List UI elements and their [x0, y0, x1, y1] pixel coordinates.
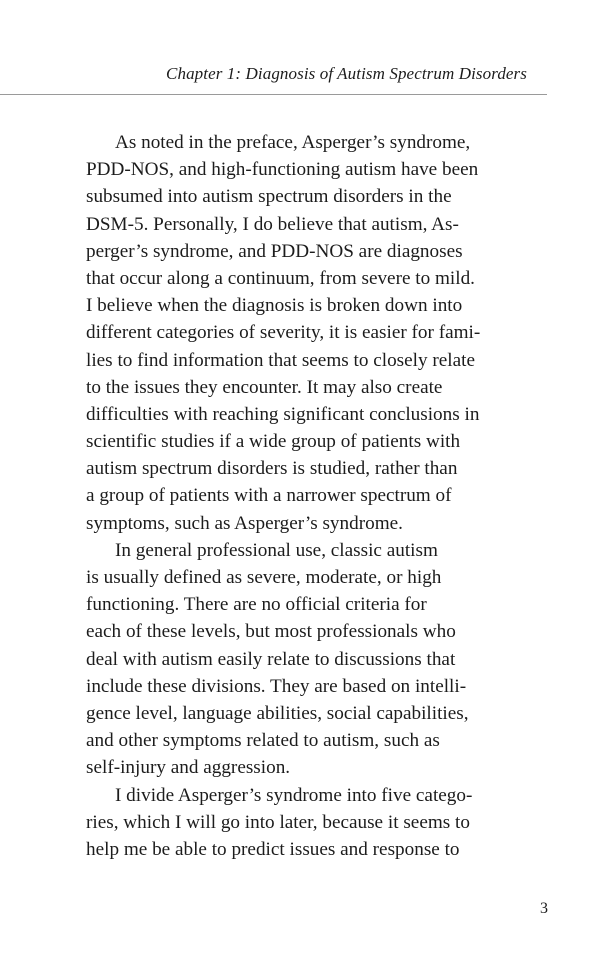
text-line: subsumed into autism spectrum disorders in the	[86, 186, 452, 208]
text-line: PDD-NOS, and high-functioning autism have been	[86, 159, 479, 181]
running-head: Chapter 1: Diagnosis of Autism Spectrum Disorders	[166, 64, 527, 83]
text-line: a group of patients with a narrower spectrum of	[86, 485, 452, 507]
text-line: functioning. There are no official criteria for	[86, 594, 427, 616]
text-line: ries, which I will go into later, because it seems to	[86, 811, 470, 833]
paragraph-3	[86, 782, 548, 864]
text-line: scientific studies if a wide group of patients with	[86, 431, 461, 453]
text-line: that occur along a continuum, from severe to mild.	[86, 267, 475, 289]
page-number: 3	[540, 900, 548, 917]
paragraph-2	[86, 537, 548, 782]
text-line: is usually defined as severe, moderate, or high	[86, 567, 442, 588]
header-rule	[0, 94, 547, 95]
text-line: different categories of severity, it is easier for fami-	[86, 322, 481, 344]
text-line: As noted in the preface, Asperger’s syndrome,	[115, 132, 471, 153]
text-line: and other symptoms related to autism, such as	[86, 730, 440, 752]
text-line: lies to find information that seems to closely relate	[86, 349, 475, 371]
body-text	[86, 129, 548, 863]
text-line: deal with autism easily relate to discussions that	[86, 648, 456, 670]
text-line: symptoms, such as Asperger’s syndrome.	[86, 512, 403, 534]
text-line: In general professional use, classic autism	[115, 539, 438, 561]
text-line: I believe when the diagnosis is broken down into	[86, 295, 463, 317]
text-line: to the issues they encounter. It may also create	[86, 376, 443, 398]
text-line: I divide Asperger’s syndrome into five catego-	[115, 784, 473, 806]
text-line: each of these levels, but most professionals who	[86, 621, 456, 643]
text-line: include these divisions. They are based on intelli-	[86, 675, 467, 697]
paragraph-1	[86, 129, 548, 537]
text-line: self-injury and aggression.	[86, 757, 291, 779]
text-line: autism spectrum disorders is studied, rather than	[86, 458, 458, 480]
text-line: perger’s syndrome, and PDD-NOS are diagnoses	[86, 240, 463, 262]
text-line: gence level, language abilities, social capabilities,	[86, 702, 469, 724]
text-line: difficulties with reaching significant conclusions in	[86, 403, 480, 425]
text-line: DSM-5. Personally, I do believe that autism, As-	[86, 213, 459, 235]
text-line: help me be able to predict issues and response to	[86, 838, 460, 860]
